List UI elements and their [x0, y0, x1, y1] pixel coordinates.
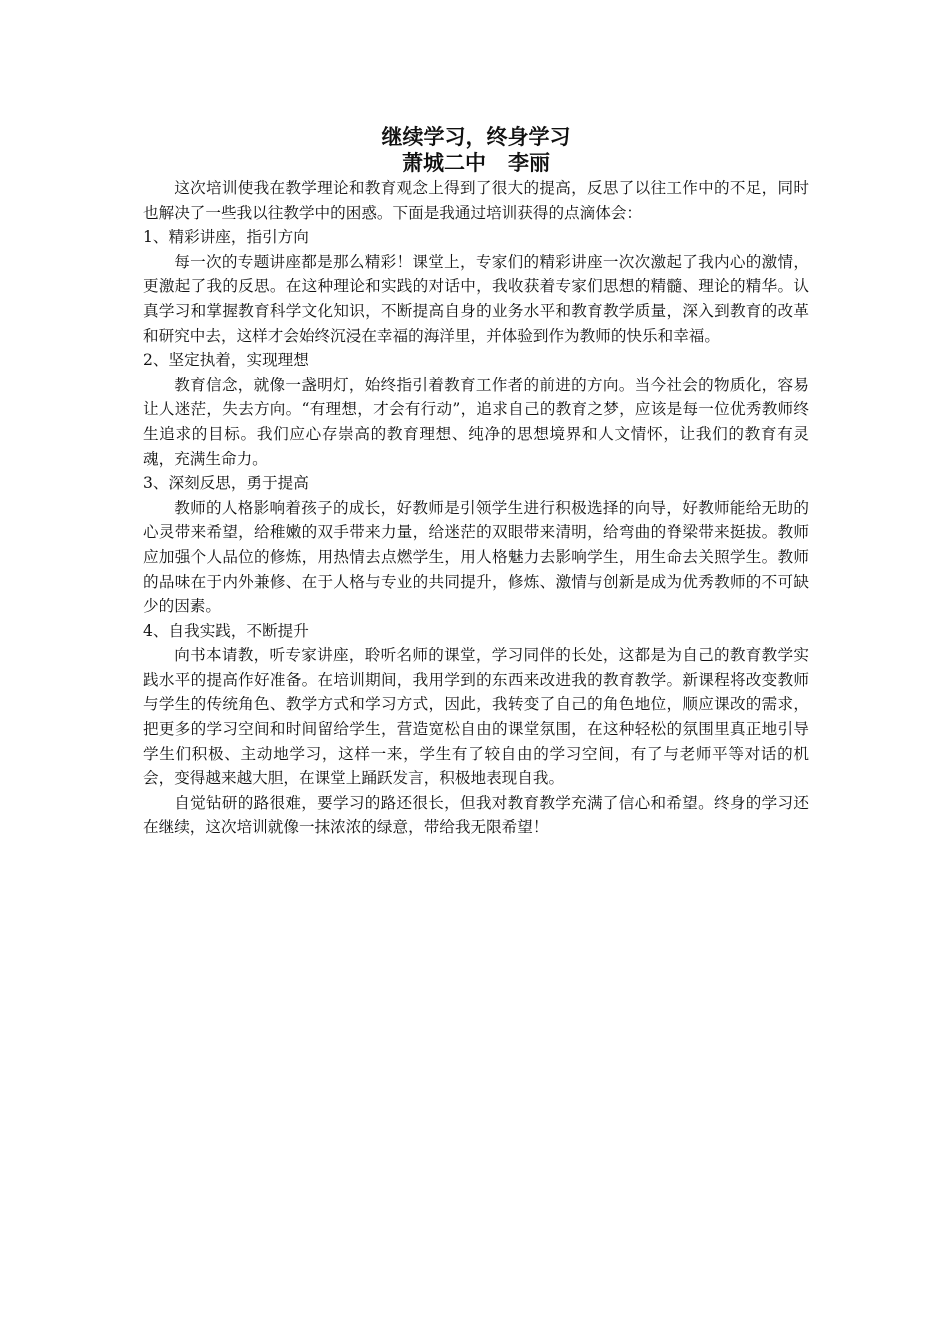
- section-heading-2: 2、坚定执着，实现理想: [143, 351, 309, 370]
- paragraph-intro: 这次培训使我在教学理论和教育观念上得到了很大的提高，反思了以往工作中的不足，同时也解决了一些我以往教学中的困惑。下面是我通过培训获得的点滴体会：: [143, 179, 809, 222]
- paragraph-section-3: 教师的人格影响着孩子的成长，好教师是引领学生进行积极选择的向导，好教师能给无助的心灵带来希望，给稚嫩的双手带来力量，给迷茫的双眼带来清明，给弯曲的脊梁带来挺拔。教师应加强个人品位的修炼，用热情去点燃学生，用人格魅力去影响学生，用生命去关照学生。教师的品味在于内外兼修、在于人格与专业的共同提升，修炼、激情与创新是成为优秀教师的不可缺少的因素。: [143, 498, 809, 616]
- document-title: 继续学习，终身学习: [381, 125, 571, 149]
- document-author: 萧城二中 李丽: [402, 151, 550, 175]
- paragraph-section-4: 向书本请教，听专家讲座，聆听名师的课堂，学习同伴的长处，这都是为自己的教育教学实践水平的提高作好准备。在培训期间，我用学到的东西来改进我的教育教学。新课程将改变教师与学生的传统角色、教学方式和学习方式，因此，我转变了自己的角色地位，顺应课改的需求，把更多的学习空间和时间留给学生，营造宽松自由的课堂氛围，在这种轻松的氛围里真正地引导学生们积极、主动地学习，这样一来，学生有了较自由的学习空间，有了与老师平等对话的机会，变得越来越大胆，在课堂上踊跃发言，积极地表现自我。: [143, 646, 809, 788]
- paragraph-section-1: 每一次的专题讲座都是那么精彩！课堂上，专家们的精彩讲座一次次激起了我内心的激情，更激起了我的反思。在这种理论和实践的对话中，我收获着专家们思想的精髓、理论的精华。认真学习和掌握教育科学文化知识，不断提高自身的业务水平和教育教学质量，深入到教育的改革和研究中去，这样才会始终沉浸在幸福的海洋里，并体验到作为教师的快乐和幸福。: [143, 252, 809, 345]
- document-body: [143, 124, 809, 840]
- section-heading-1: 1、精彩讲座，指引方向: [143, 228, 309, 247]
- section-heading-4: 4、自我实践，不断提升: [143, 621, 309, 640]
- section-heading-3: 3、深刻反思，勇于提高: [143, 474, 309, 493]
- paragraph-conclusion: 自觉钻研的路很难，要学习的路还很长，但我对教育教学充满了信心和希望。终身的学习还在继续，这次培训就像一抹浓浓的绿意，带给我无限希望！: [143, 793, 809, 837]
- paragraph-section-2: 教育信念，就像一盏明灯，始终指引着教育工作者的前进的方向。当今社会的物质化，容易让人迷茫，失去方向。“有理想，才会有行动”，追求自己的教育之梦，应该是每一位优秀教师终生追求的目标。我们应心存崇高的教育理想、纯净的思想境界和人文情怀，让我们的教育有灵魂，充满生命力。: [143, 375, 809, 468]
